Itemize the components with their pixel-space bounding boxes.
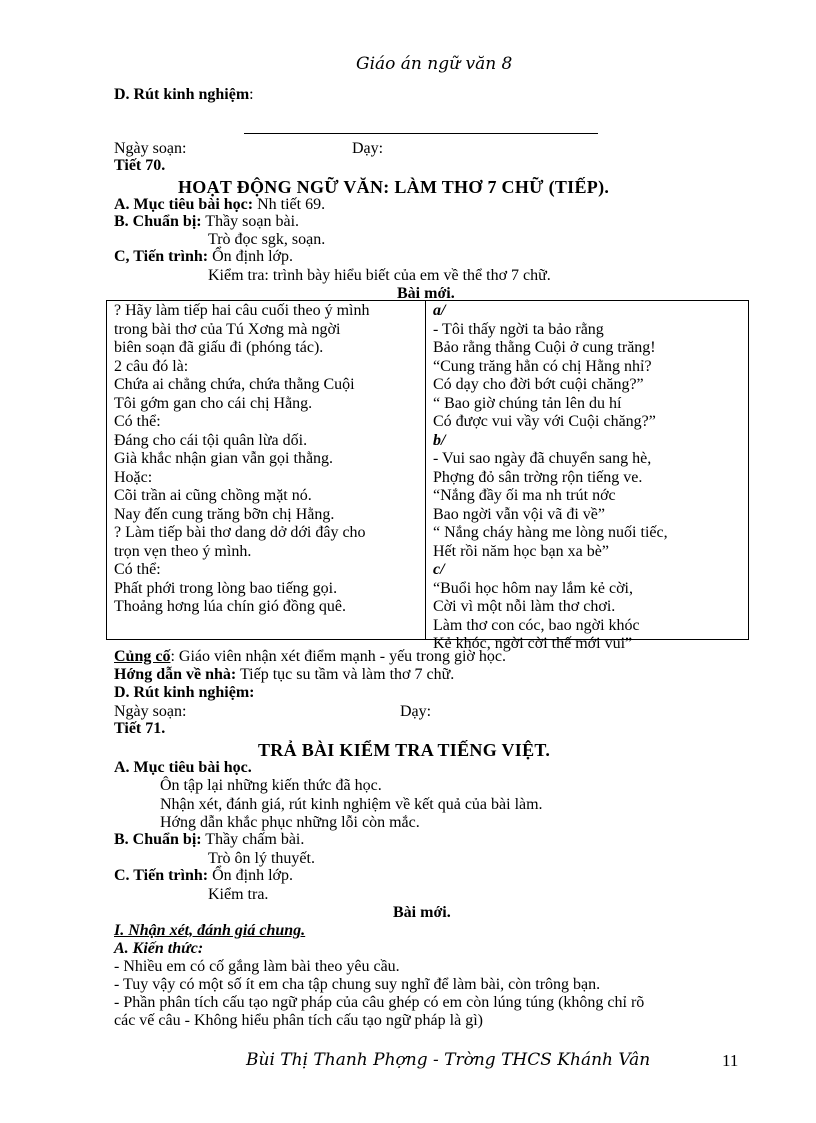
- process-label-70: C, Tiến trình:: [114, 248, 209, 265]
- right-col-line: Bao ngời vẫn vội vã đi về”: [433, 505, 605, 523]
- teach-label-71: Dạy:: [400, 703, 432, 720]
- right-col-line: Bảo rằng thằng Cuội ở cung trăng!: [433, 339, 656, 356]
- objective-item: Hớng dẫn khắc phục những lỗi còn mắc.: [160, 814, 420, 831]
- period-70: Tiết 70.: [114, 157, 166, 174]
- objective-item: Ôn tập lại những kiến thức đã học.: [160, 777, 382, 794]
- left-col-line: ? Hãy làm tiếp hai câu cuối theo ý mình: [114, 302, 370, 319]
- right-col-line: Phợng đỏ sân trờng rộn tiếng ve.: [433, 468, 643, 486]
- section-heading-1: I. Nhận xét, đánh giá chung.: [114, 922, 306, 939]
- period-71: Tiết 71.: [114, 720, 166, 737]
- right-col-subheading: c/: [433, 561, 445, 578]
- new-lesson-heading-70: Bài mới.: [397, 285, 455, 302]
- left-col-line: Tôi gớm gan cho cái chị Hằng.: [114, 394, 313, 412]
- objective-label-70: A. Mục tiêu bài học:: [114, 196, 254, 213]
- check-text-71: Kiểm tra.: [208, 886, 269, 903]
- right-col-line: “Buổi học hôm nay lắm kẻ cời,: [433, 579, 633, 597]
- experience-heading-top: [114, 86, 254, 103]
- right-col-line: Có dạy cho đời bớt cuội chăng?”: [433, 376, 644, 393]
- right-col-subheading: a/: [433, 302, 446, 319]
- right-col-line: - Tôi thấy ngời ta bảo rằng: [433, 320, 604, 338]
- separator-line: [244, 133, 598, 134]
- prep-teacher-70: Thầy soạn bài.: [201, 213, 300, 230]
- table-left-column: [114, 302, 369, 617]
- page-header-title: Giáo án ngữ văn 8: [356, 54, 513, 74]
- lesson-table-divider: [425, 300, 426, 640]
- right-col-line: “Cung trăng hẳn có chị Hằng nhỉ?: [433, 357, 652, 375]
- objective-text-70: Nh tiết 69.: [253, 196, 326, 213]
- right-col-line: Hết rồi năm học bạn xa bè”: [433, 542, 609, 560]
- left-col-line: Phất phới trong lòng bao tiếng gọi.: [114, 579, 338, 597]
- table-right-column: [433, 302, 668, 654]
- teach-label-70: Dạy:: [352, 140, 384, 157]
- consolidate-text: : Giáo viên nhận xét điểm mạnh - yếu trong giờ học.: [170, 648, 506, 665]
- page-number: 11: [722, 1051, 739, 1070]
- prep-teacher-71: Thầy chấm bài.: [201, 831, 305, 848]
- knowledge-item: - Tuy vậy có một số ít em cha tập chung suy nghĩ để làm bài, còn trông bạn.: [114, 976, 601, 993]
- left-col-line: Có thể:: [114, 561, 161, 578]
- left-col-line: Hoặc:: [114, 468, 153, 486]
- experience-label: D. Rút kinh nghiệm: [114, 86, 250, 103]
- objective-item: Nhận xét, đánh giá, rút kinh nghiệm về kết quả của bài làm.: [160, 796, 543, 813]
- left-col-line: biên soạn đã giấu đi (phóng tác).: [114, 339, 324, 356]
- right-col-line: Có được vui vầy với Cuội chăng?”: [433, 413, 656, 430]
- left-col-line: Đáng cho cái tội quân lừa dối.: [114, 431, 308, 449]
- homework-text: Tiếp tục su tầm và làm thơ 7 chữ.: [236, 666, 455, 683]
- prep-label-70: B. Chuẩn bị:: [114, 213, 202, 230]
- prep-label-71: B. Chuẩn bị:: [114, 831, 202, 848]
- left-col-line: Thoảng hơng lúa chín gió đồng quê.: [114, 598, 346, 615]
- prep-71: [114, 831, 304, 848]
- left-col-line: trọn vẹn theo ý mình.: [114, 542, 252, 560]
- process-70: [114, 248, 293, 265]
- prep-70: [114, 213, 299, 230]
- lesson-title-71: TRẢ BÀI KIỂM TRA TIẾNG VIỆT.: [258, 740, 551, 760]
- lesson-title-70: HOẠT ĐỘNG NGỮ VĂN: LÀM THƠ 7 CHỮ (TIẾP).: [178, 177, 610, 197]
- objective-70: [114, 196, 325, 213]
- left-col-line: trong bài thơ của Tú Xơng mà ngời: [114, 320, 341, 338]
- right-col-line: “ Nắng cháy hàng me lòng nuối tiếc,: [433, 524, 668, 541]
- left-col-line: ? Làm tiếp bài thơ dang dở dới đây cho: [114, 524, 366, 541]
- objective-label-71: A. Mục tiêu bài học.: [114, 759, 252, 776]
- left-col-line: Chứa ai chẳng chứa, chứa thằng Cuội: [114, 376, 355, 393]
- homework-70: [114, 666, 454, 683]
- experience-label-70: D. Rút kinh nghiệm:: [114, 684, 255, 701]
- process-label-71: C. Tiến trình:: [114, 867, 209, 884]
- knowledge-item: - Phần phân tích cấu tạo ngữ pháp của câu ghép có em còn lúng túng (không chỉ rõ: [114, 994, 645, 1011]
- date-label-71: Ngày soạn:: [114, 703, 187, 720]
- right-col-line: “Nắng đầy ối ma nh trút nớc: [433, 487, 616, 504]
- right-col-line: “ Bao giờ chúng tản lên du hí: [433, 394, 622, 412]
- right-col-line: Kẻ khóc, ngời cời thế mới vui”: [433, 635, 633, 652]
- left-col-line: Cõi trần ai cũng chồng mặt nó.: [114, 487, 312, 504]
- homework-label: Hớng dẫn về nhà:: [114, 666, 237, 683]
- consolidate-label: Củng cố: [114, 648, 171, 665]
- process-71: [114, 867, 293, 884]
- date-label-70: Ngày soạn:: [114, 140, 187, 157]
- check-text-70: Kiểm tra: trình bày hiểu biết của em về thể thơ 7 chữ.: [208, 267, 551, 284]
- consolidate-70: [114, 648, 506, 665]
- right-col-line: Cời vì một nỗi làm thơ chơi.: [433, 598, 616, 615]
- right-col-line: - Vui sao ngày đã chuyển sang hè,: [433, 450, 652, 467]
- right-col-subheading: b/: [433, 431, 446, 449]
- footer-author: Bùi Thị Thanh Phợng - Trờng THCS Khánh Vân: [246, 1050, 651, 1070]
- process-text-71: Ổn định lớp.: [208, 867, 293, 884]
- prep-student-71: Trò ôn lý thuyết.: [208, 850, 315, 867]
- left-col-line: Nay đến cung trăng bỡn chị Hằng.: [114, 505, 335, 523]
- new-lesson-heading-71: Bài mới.: [393, 904, 451, 921]
- right-col-line: Làm thơ con cóc, bao ngời khóc: [433, 616, 640, 634]
- left-col-line: 2 câu đó là:: [114, 357, 189, 375]
- knowledge-label: A. Kiến thức:: [114, 940, 204, 957]
- process-text-70: Ổn định lớp.: [208, 248, 293, 265]
- left-col-line: Già khắc nhận gian vẫn gọi thằng.: [114, 450, 334, 467]
- knowledge-item: - Nhiều em có cố gắng làm bài theo yêu cầu.: [114, 958, 400, 975]
- experience-colon: :: [249, 86, 254, 103]
- knowledge-item: các vế câu - Không hiểu phân tích cấu tạo ngữ pháp là gì): [114, 1012, 483, 1029]
- prep-student-70: Trò đọc sgk, soạn.: [208, 231, 326, 248]
- left-col-line: Có thể:: [114, 413, 161, 430]
